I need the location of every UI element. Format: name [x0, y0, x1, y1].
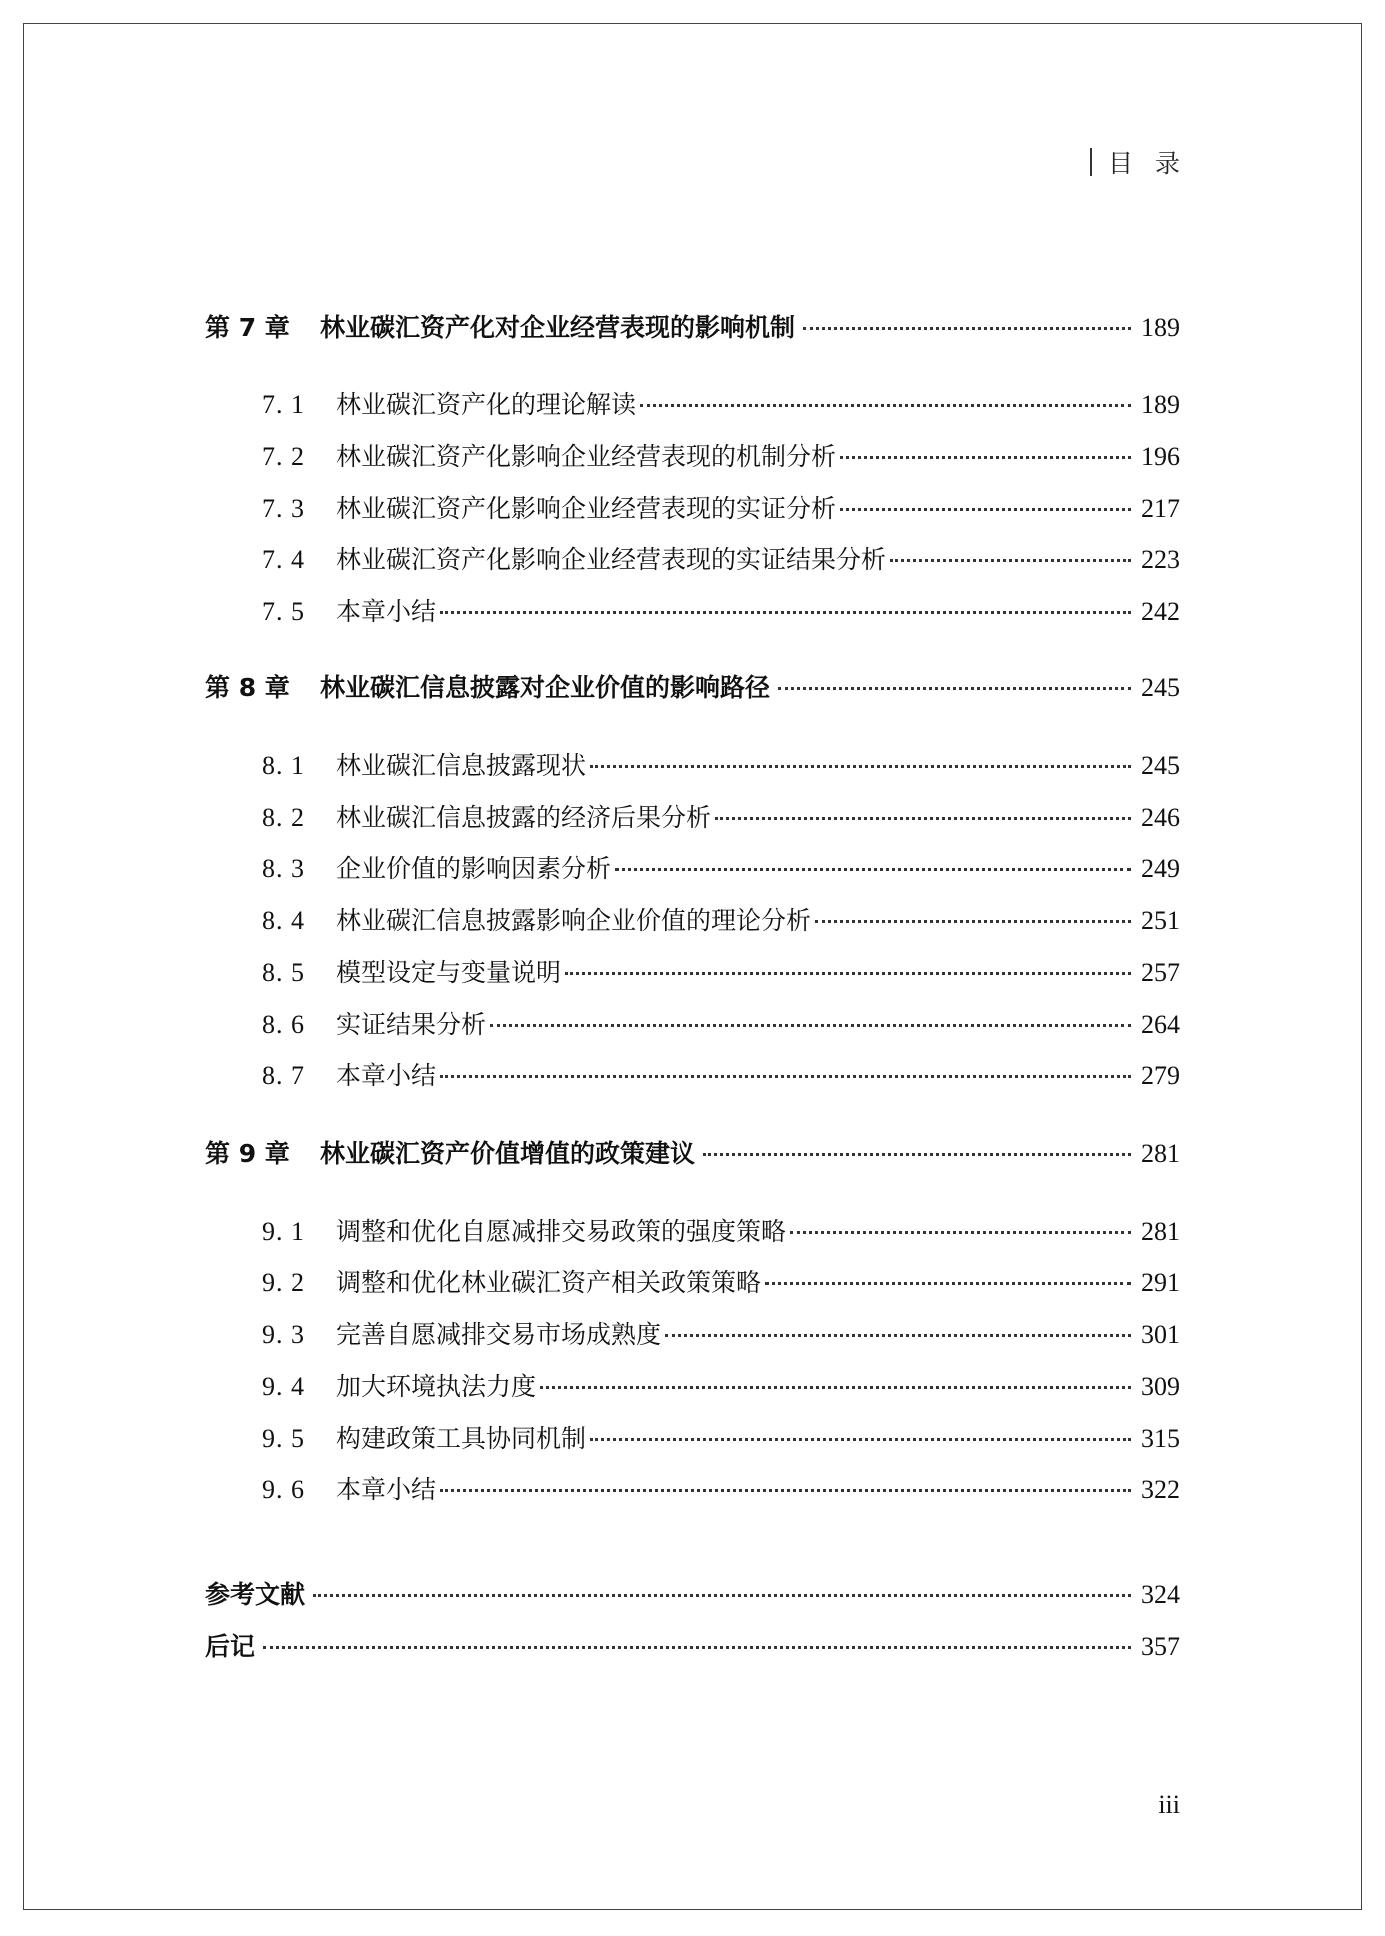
dot-leader — [440, 611, 1131, 614]
toc-section-9-4[interactable] — [262, 1367, 1180, 1403]
dot-leader — [490, 1024, 1131, 1027]
toc-section-9-6[interactable] — [262, 1470, 1180, 1506]
page-number: 291 — [1141, 1268, 1180, 1297]
page-number: 281 — [1141, 1139, 1180, 1168]
dot-leader — [615, 868, 1131, 871]
dot-leader — [790, 1231, 1131, 1234]
references-title: 参考文献 — [205, 1580, 306, 1609]
dot-leader — [840, 508, 1131, 511]
running-head-text: 目录 — [1107, 149, 1202, 178]
chapter-title: 林业碳汇信息披露对企业价值的影响路径 — [320, 673, 771, 702]
section-number: 8. 6 — [262, 1010, 305, 1039]
section-title: 模型设定与变量说明 — [336, 958, 562, 987]
section-number: 9. 3 — [262, 1320, 305, 1349]
page-number: 196 — [1141, 442, 1180, 471]
toc-section-8-4[interactable] — [262, 901, 1180, 937]
section-number: 7. 1 — [262, 390, 305, 419]
section-title: 本章小结 — [336, 597, 437, 626]
folio-page-number: iii — [1158, 1790, 1180, 1819]
toc-section-9-2[interactable] — [262, 1263, 1180, 1299]
toc-section-8-3[interactable] — [262, 849, 1180, 885]
section-title: 林业碳汇资产化的理论解读 — [336, 390, 637, 419]
toc-section-7-4[interactable] — [262, 540, 1180, 576]
section-number: 9. 1 — [262, 1217, 305, 1246]
page-number: 324 — [1141, 1580, 1180, 1609]
page-number: 223 — [1141, 545, 1180, 574]
dot-leader — [590, 765, 1131, 768]
dot-leader — [803, 327, 1131, 330]
section-title: 调整和优化林业碳汇资产相关政策策略 — [336, 1268, 762, 1297]
toc-section-8-5[interactable] — [262, 953, 1180, 989]
toc-section-9-3[interactable] — [262, 1315, 1180, 1351]
chapter-title: 林业碳汇资产价值增值的政策建议 — [320, 1139, 696, 1168]
section-title: 林业碳汇资产化影响企业经营表现的机制分析 — [336, 442, 837, 471]
toc-chapter-7[interactable] — [205, 308, 1180, 344]
page-number: 189 — [1141, 390, 1180, 419]
chapter-number: 第 8 章 — [205, 673, 290, 702]
toc-section-7-1[interactable] — [262, 385, 1180, 421]
page-number: 357 — [1141, 1632, 1180, 1661]
section-title: 林业碳汇资产化影响企业经营表现的实证分析 — [336, 494, 837, 523]
section-number: 7. 5 — [262, 597, 305, 626]
page-number: 309 — [1141, 1372, 1180, 1401]
section-title: 本章小结 — [336, 1061, 437, 1090]
section-number: 8. 2 — [262, 803, 305, 832]
page-number: 301 — [1141, 1320, 1180, 1349]
toc-section-7-2[interactable] — [262, 437, 1180, 473]
page-number: 217 — [1141, 494, 1180, 523]
section-number: 8. 5 — [262, 958, 305, 987]
page-number: 249 — [1141, 854, 1180, 883]
dot-leader — [263, 1646, 1131, 1649]
section-title: 调整和优化自愿减排交易政策的强度策略 — [336, 1217, 787, 1246]
section-number: 8. 4 — [262, 906, 305, 935]
dot-leader — [590, 1438, 1131, 1441]
dot-leader — [815, 920, 1131, 923]
chapter-title: 林业碳汇资产化对企业经营表现的影响机制 — [320, 313, 796, 342]
page-number: 245 — [1141, 751, 1180, 780]
dot-leader — [440, 1075, 1131, 1078]
section-title: 完善自愿减排交易市场成熟度 — [336, 1320, 662, 1349]
section-title: 林业碳汇信息披露影响企业价值的理论分析 — [336, 906, 812, 935]
dot-leader — [565, 972, 1131, 975]
section-title: 林业碳汇信息披露现状 — [336, 751, 587, 780]
running-head — [1090, 146, 1202, 178]
chapter-number: 第 9 章 — [205, 1139, 290, 1168]
dot-leader — [715, 817, 1131, 820]
toc-section-8-1[interactable] — [262, 746, 1180, 782]
section-number: 9. 2 — [262, 1268, 305, 1297]
dot-leader — [440, 1489, 1131, 1492]
page-number: 264 — [1141, 1010, 1180, 1039]
section-number: 7. 2 — [262, 442, 305, 471]
running-head-rule — [1090, 148, 1092, 176]
page-number: 281 — [1141, 1217, 1180, 1246]
section-number: 9. 5 — [262, 1424, 305, 1453]
page-number: 251 — [1141, 906, 1180, 935]
toc-section-8-2[interactable] — [262, 798, 1180, 834]
page-number: 322 — [1141, 1475, 1180, 1504]
dot-leader — [890, 559, 1131, 562]
dot-leader — [765, 1282, 1131, 1285]
dot-leader — [703, 1153, 1131, 1156]
page-number: 242 — [1141, 597, 1180, 626]
section-title: 企业价值的影响因素分析 — [336, 854, 612, 883]
section-number: 9. 4 — [262, 1372, 305, 1401]
chapter-number: 第 7 章 — [205, 313, 290, 342]
page-number: 279 — [1141, 1061, 1180, 1090]
dot-leader — [778, 687, 1131, 690]
toc-section-9-5[interactable] — [262, 1419, 1180, 1455]
section-title: 构建政策工具协同机制 — [336, 1424, 587, 1453]
toc-section-9-1[interactable] — [262, 1212, 1180, 1248]
page-number: 189 — [1141, 313, 1180, 342]
section-title: 实证结果分析 — [336, 1010, 487, 1039]
toc-afterword[interactable] — [205, 1627, 1180, 1663]
section-number: 7. 4 — [262, 545, 305, 574]
dot-leader — [640, 404, 1131, 407]
toc-section-8-7[interactable] — [262, 1056, 1180, 1092]
page-number: 257 — [1141, 958, 1180, 987]
toc-chapter-8[interactable] — [205, 668, 1180, 704]
section-number: 8. 3 — [262, 854, 305, 883]
dot-leader — [840, 456, 1131, 459]
section-title: 本章小结 — [336, 1475, 437, 1504]
dot-leader — [540, 1386, 1131, 1389]
toc-section-8-6[interactable] — [262, 1005, 1180, 1041]
toc-section-7-5[interactable] — [262, 592, 1180, 628]
section-number: 8. 1 — [262, 751, 305, 780]
section-number: 8. 7 — [262, 1061, 305, 1090]
toc-chapter-9[interactable] — [205, 1134, 1180, 1170]
section-number: 7. 3 — [262, 494, 305, 523]
toc-references[interactable] — [205, 1575, 1180, 1611]
section-number: 9. 6 — [262, 1475, 305, 1504]
toc-section-7-3[interactable] — [262, 489, 1180, 525]
section-title: 林业碳汇资产化影响企业经营表现的实证结果分析 — [336, 545, 887, 574]
page-number: 315 — [1141, 1424, 1180, 1453]
section-title: 加大环境执法力度 — [336, 1372, 537, 1401]
section-title: 林业碳汇信息披露的经济后果分析 — [336, 803, 712, 832]
page-number: 246 — [1141, 803, 1180, 832]
afterword-title: 后记 — [205, 1632, 256, 1661]
dot-leader — [313, 1594, 1131, 1597]
dot-leader — [665, 1334, 1131, 1337]
page-number: 245 — [1141, 673, 1180, 702]
